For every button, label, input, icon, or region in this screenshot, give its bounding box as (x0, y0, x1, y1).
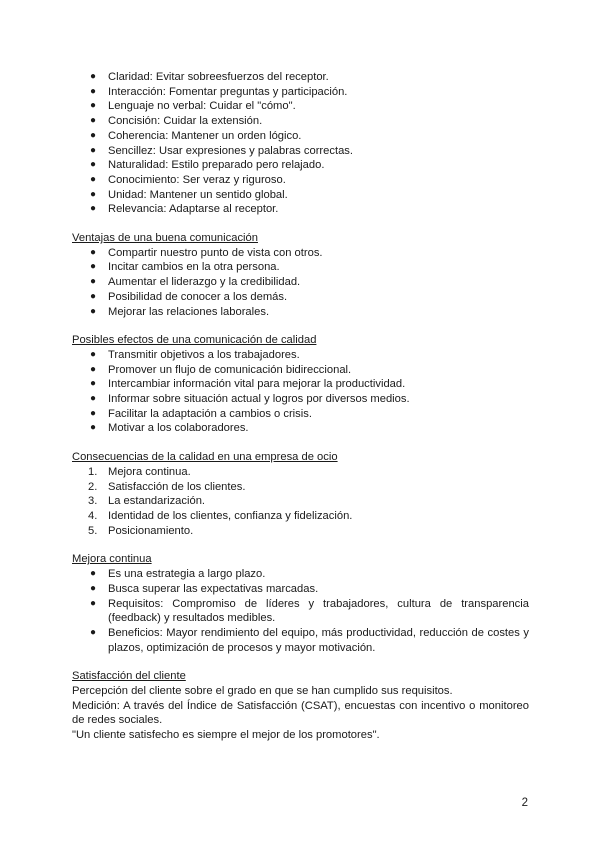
bullet-icon: ● (90, 290, 97, 302)
consecuencias-numbered-list (72, 465, 529, 539)
bullet-icon: ● (90, 348, 97, 360)
list-item: ● Sencillez: Usar expresiones y palabras correctas. (90, 144, 353, 157)
list-item: ● Unidad: Mantener un sentido global. (90, 188, 288, 201)
list-item: ● Relevancia: Adaptarse al receptor. (90, 203, 279, 216)
list-item: ● Claridad: Evitar sobreesfuerzos del receptor. (90, 71, 329, 83)
bullet-icon: ● (90, 115, 97, 127)
list-item: ● Incitar cambios en la otra persona. (90, 261, 280, 274)
bullet-icon: ● (90, 261, 97, 273)
bullet-icon: ● (90, 626, 97, 638)
list-item: 2. Satisfacción de los clientes. (88, 480, 246, 493)
list-item: ● Beneficios: Mayor rendimiento del equipo, más productividad, reducción de costes y plazos, optimización de procesos y mayor motivación. (90, 626, 529, 654)
section-heading-consecuencias: Consecuencias de la calidad en una empresa de ocio (72, 451, 338, 464)
section-heading-satisfaccion: Satisfacción del cliente (72, 670, 186, 683)
list-item: 1. Mejora continua. (88, 465, 191, 478)
list-item: ● Lenguaje no verbal: Cuidar el "cómo". (90, 100, 296, 113)
bullet-icon: ● (90, 144, 97, 156)
list-item: ● Motivar a los colaboradores. (90, 422, 249, 435)
list-item: ● Coherencia: Mantener un orden lógico. (90, 129, 302, 142)
list-item: ● Es una estrategia a largo plazo. (90, 568, 266, 581)
bullet-icon: ● (90, 568, 97, 580)
bullet-icon: ● (90, 246, 97, 258)
bullet-icon: ● (90, 188, 97, 200)
bullet-icon: ● (90, 71, 97, 82)
bullet-icon: ● (90, 129, 97, 141)
list-item: ● Mejorar las relaciones laborales. (90, 305, 270, 318)
page-number: 2 (521, 797, 528, 809)
list-item: 5. Posicionamiento. (88, 524, 194, 537)
list-item: ● Naturalidad: Estilo preparado pero relajado. (90, 159, 325, 172)
bullet-icon: ● (90, 597, 97, 609)
paragraph: Medición: A través del Índice de Satisfacción (CSAT), encuestas con incentivo o monitoreo de redes sociales. (72, 699, 529, 727)
list-item: ● Transmitir objetivos a los trabajadores. (90, 348, 300, 361)
list-item: 4. Identidad de los clientes, confianza y fidelización. (88, 509, 353, 522)
bullet-icon: ● (90, 422, 97, 434)
section-heading-efectos: Posibles efectos de una comunicación de calidad (72, 334, 317, 347)
quote: "Un cliente satisfecho es siempre el mejor de los promotores". (72, 729, 380, 742)
bullet-icon: ● (90, 203, 97, 215)
section-heading-ventajas: Ventajas de una buena comunicación (72, 232, 258, 245)
list-item: ● Concisión: Cuidar la extensión. (90, 115, 263, 128)
bullet-icon: ● (90, 407, 97, 419)
list-item: ● Conocimiento: Ser veraz y riguroso. (90, 173, 286, 186)
bullet-icon: ● (90, 85, 97, 97)
bullet-icon: ● (90, 276, 97, 288)
list-item: ● Aumentar el liderazgo y la credibilidad. (90, 276, 301, 289)
mejora-bullet-list (72, 567, 529, 655)
paragraph: Percepción del cliente sobre el grado en que se han cumplido sus requisitos. (72, 685, 453, 698)
list-item: ● Facilitar la adaptación a cambios o crisis. (90, 407, 312, 420)
bullet-icon: ● (90, 100, 97, 112)
list-item: 3. La estandarización. (88, 495, 206, 508)
list-item: ● Promover un flujo de comunicación bidireccional. (90, 363, 352, 376)
bullet-icon: ● (90, 173, 97, 185)
bullet-icon: ● (90, 378, 97, 390)
bullet-icon: ● (90, 159, 97, 171)
list-item: ● Intercambiar información vital para mejorar la productividad. (90, 378, 406, 391)
bullet-icon: ● (90, 393, 97, 405)
list-item: ● Informar sobre situación actual y logros por diversos medios. (90, 393, 410, 406)
list-item: ● Posibilidad de conocer a los demás. (90, 290, 288, 303)
bullet-icon: ● (90, 582, 97, 594)
efectos-bullet-list (72, 348, 529, 436)
bullet-icon: ● (90, 363, 97, 375)
intro-bullet-list (72, 70, 529, 217)
bullet-icon: ● (90, 305, 97, 317)
ventajas-bullet-list (72, 246, 529, 320)
section-heading-mejora: Mejora continua (72, 553, 152, 566)
list-item: ● Busca superar las expectativas marcadas. (90, 582, 319, 595)
document-page (72, 70, 529, 743)
list-item: ● Requisitos: Compromiso de líderes y trabajadores, cultura de transparencia (feedback) y resultados medibles. (90, 597, 529, 625)
list-item: ● Compartir nuestro punto de vista con otros. (90, 246, 323, 259)
list-item: ● Interacción: Fomentar preguntas y participación. (90, 85, 348, 98)
